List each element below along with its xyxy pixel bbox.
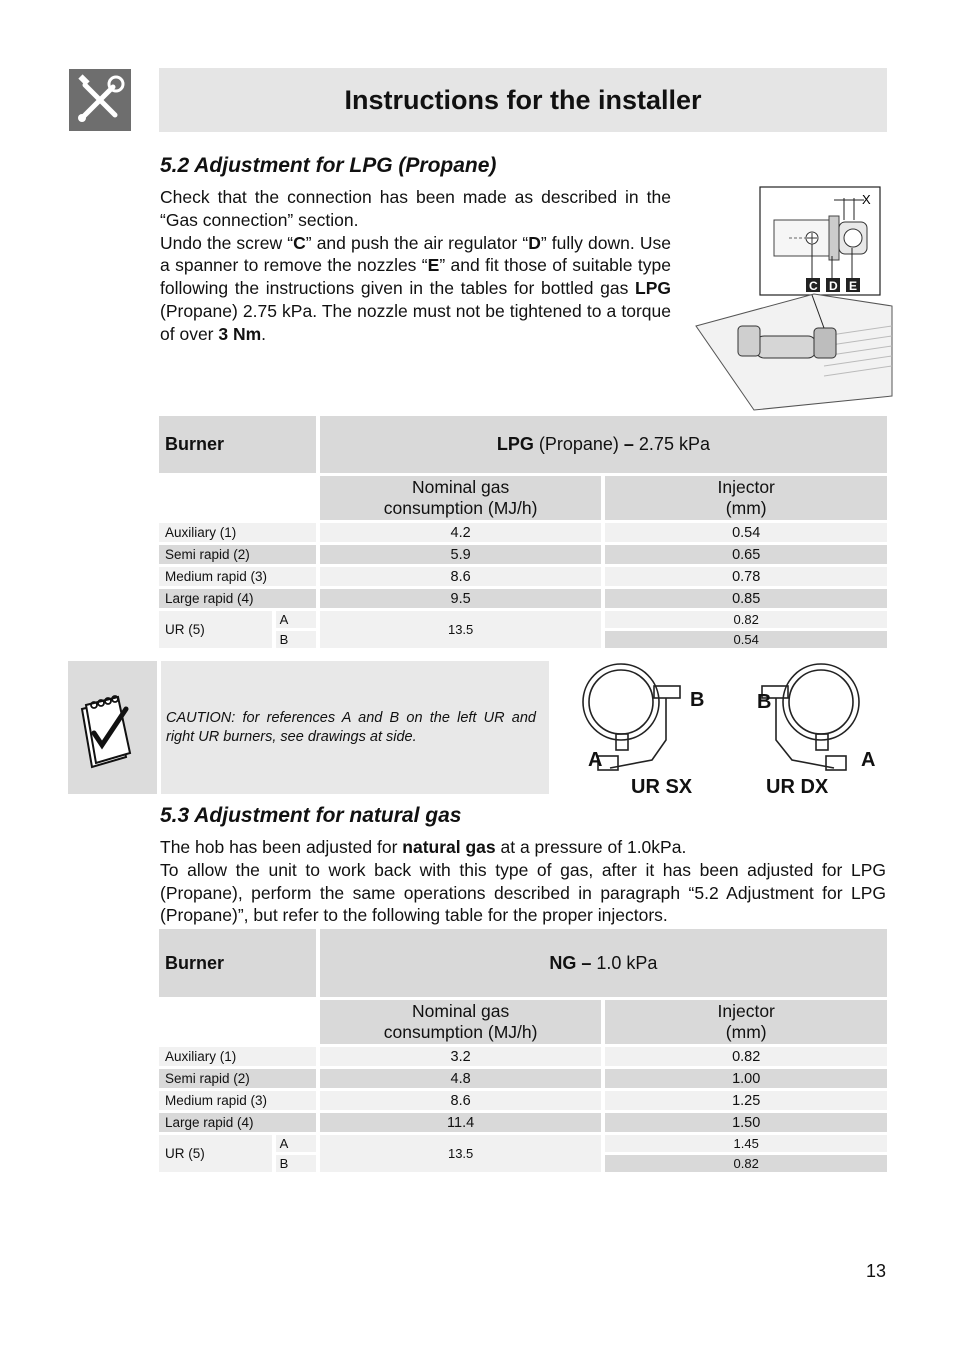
section-52-text — [160, 186, 671, 346]
section-52-p2: Undo the screw “C” and push the air regulator “D” fully down. Use a spanner to remove the nozzles “E” and fit those of suitable type following the instructions given in the tables for bottled gas LPG (Propane) 2.75 kPa. The nozzle must not be tightened to a torque of over 3 Nm. — [160, 232, 671, 344]
injector-header: Injector (mm) — [605, 1000, 887, 1044]
section-53-text — [160, 836, 886, 927]
section-52-title: 5.2 Adjustment for LPG (Propane) — [160, 154, 497, 177]
svg-text:A: A — [588, 749, 603, 771]
notepad-check-icon — [68, 661, 157, 794]
svg-text:B: B — [757, 691, 772, 713]
header-bar — [159, 68, 887, 132]
svg-text:D: D — [829, 279, 838, 293]
table-row: UR (5) A 13.5 1.45 — [159, 1135, 887, 1152]
page-title: Instructions for the installer — [344, 85, 702, 115]
svg-text:A: A — [861, 749, 876, 771]
table-row: B 0.54 — [159, 631, 887, 648]
ur-burners-figure — [580, 660, 890, 800]
lpg-gas-header: LPG (Propane) – 2.75 kPa — [320, 416, 887, 473]
nozzle-adjustment-figure — [694, 186, 894, 412]
tools-icon — [69, 69, 131, 131]
section-53-p2: To allow the unit to work back with this type of gas, after it has been adjusted for LPG (Propane), perform the same operations described in paragraph “5.2 Adjustment for LPG (Propane)”, but refer to the following table for the proper injectors. — [160, 859, 886, 926]
ur-dx-label: UR DX — [766, 776, 829, 798]
table-row: Semi rapid (2) 4.8 1.00 — [159, 1069, 887, 1088]
svg-text:E: E — [849, 279, 858, 293]
table-row: Large rapid (4) 9.5 0.85 — [159, 589, 887, 608]
section-52-p1: Check that the connection has been made as described in the “Gas connection” section. — [160, 187, 671, 230]
table-row: Auxiliary (1) 4.2 0.54 — [159, 523, 887, 542]
table-row: Auxiliary (1) 3.2 0.82 — [159, 1047, 887, 1066]
section-53-title: 5.3 Adjustment for natural gas — [160, 804, 462, 827]
caution-icon-box — [68, 661, 157, 794]
table-row: Medium rapid (3) 8.6 0.78 — [159, 567, 887, 586]
consumption-header: Nominal gas consumption (MJ/h) — [320, 476, 602, 520]
svg-text:B: B — [690, 689, 705, 711]
consumption-header: Nominal gas consumption (MJ/h) — [320, 1000, 602, 1044]
injector-header: Injector (mm) — [605, 476, 887, 520]
table-row: Medium rapid (3) 8.6 1.25 — [159, 1091, 887, 1110]
page-number: 13 — [865, 1261, 886, 1281]
table-row: B 0.82 — [159, 1155, 887, 1172]
svg-text:X: X — [862, 192, 871, 207]
burner-header: Burner — [159, 929, 316, 997]
burner-header: Burner — [159, 416, 316, 473]
table-row: UR (5) A 13.5 0.82 — [159, 611, 887, 628]
table-row: Semi rapid (2) 5.9 0.65 — [159, 545, 887, 564]
ur-sx-label: UR SX — [631, 776, 693, 798]
ng-injector-table — [155, 926, 891, 1175]
section-53-p1: The hob has been adjusted for natural gas at a pressure of 1.0kPa. — [160, 837, 687, 857]
caution-text: CAUTION: for references A and B on the left UR and right UR burners, see drawings at side. — [166, 710, 536, 745]
caution-box — [161, 661, 549, 794]
svg-text:C: C — [809, 279, 818, 293]
table-row: Large rapid (4) 11.4 1.50 — [159, 1113, 887, 1132]
ng-gas-header: NG – 1.0 kPa — [320, 929, 887, 997]
lpg-injector-table — [155, 413, 891, 651]
